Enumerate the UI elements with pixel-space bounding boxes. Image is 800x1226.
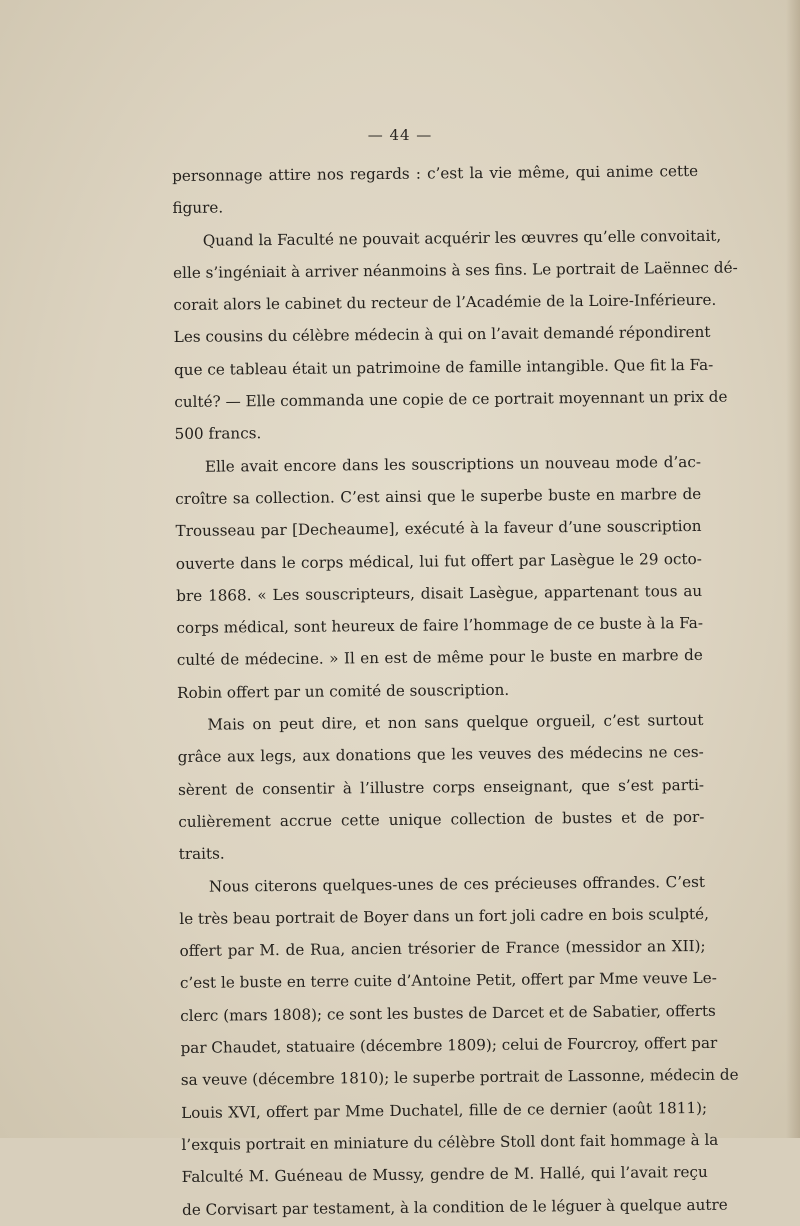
text-line: Trousseau par [Decheaume], exécuté à la faveur d’une souscription xyxy=(175,517,702,541)
text-line: Louis XVI, offert par Mme Duchatel, fille de ce dernier (août 1811); xyxy=(181,1098,708,1122)
text-line: Elle avait encore dans les souscriptions un nouveau mode d’ac- xyxy=(204,452,702,476)
text-line: corait alors le cabinet du recteur de l’Académie de la Loire-Inférieure. xyxy=(173,290,717,315)
text-line: culté de médecine. » Il en est de même pour le buste en marbre de xyxy=(176,646,703,670)
text-line: Falculté M. Guéneau de Mussy, gendre de M. Hallé, qui l’avait reçu xyxy=(181,1163,708,1187)
text-line: corps médical, sont heureux de faire l’hommage de ce buste à la Fa- xyxy=(176,614,704,638)
text-line: que ce tableau était un patrimoine de famille intangible. Que fit la Fa- xyxy=(173,355,714,379)
text-line: 500 francs. xyxy=(174,424,262,444)
text-line: Quand la Faculté ne pouvait acquérir les œuvres qu’elle convoitait, xyxy=(202,226,722,250)
text-line: Mais on peut dire, et non sans quelque orgueil, c’est surtout xyxy=(207,710,704,734)
text-line: Robin offert par un comité de souscription. xyxy=(177,680,510,702)
text-line: l’exquis portrait en miniature du célèbre Stoll dont fait hommage à la xyxy=(181,1130,719,1154)
text-line: sèrent de consentir à l’illustre corps enseignant, que s’est parti- xyxy=(177,775,705,799)
body-text xyxy=(172,155,739,1226)
text-line: bre 1868. « Les souscripteurs, disait Lasègue, appartenant tous au xyxy=(176,581,703,605)
text-line: croître sa collection. C’est ainsi que le superbe buste en marbre de xyxy=(175,484,702,508)
text-line: le très beau portrait de Boyer dans un fort joli cadre en bois sculpté, xyxy=(179,904,710,928)
text-line: offert par M. de Rua, ancien trésorier de France (messidor an XII); xyxy=(179,937,706,961)
text-line: traits. xyxy=(178,844,225,864)
text-line: figure. xyxy=(172,198,224,218)
text-line: Nous citerons quelques-unes de ces précieuses offrandes. C’est xyxy=(208,872,706,896)
text-line: clerc (mars 1808); ce sont les bustes de Darcet et de Sabatier, offerts xyxy=(180,1001,716,1025)
text-line: grâce aux legs, aux donations que les veuves des médecins ne ces- xyxy=(177,743,704,767)
text-line: sa veuve (décembre 1810); le superbe portrait de Lassonne, médecin de xyxy=(180,1065,739,1090)
text-line: ouverte dans le corps médical, lui fut offert par Lasègue le 29 octo- xyxy=(175,549,702,573)
text-line: culièrement accrue cette unique collection de bustes et de por- xyxy=(178,807,705,831)
text-line: c’est le buste en terre cuite d’Antoine Petit, offert par Mme veuve Le- xyxy=(179,969,717,993)
text-line: elle s’ingéniait à arriver néanmoins à ses fins. Le portrait de Laënnec dé- xyxy=(172,258,738,282)
page-number: — 44 — xyxy=(367,126,433,144)
text-line: de Corvisart par testament, à la condition de le léguer à quelque autre xyxy=(181,1195,728,1219)
text-line: Les cousins du célèbre médecin à qui on l’avait demandé répondirent xyxy=(173,323,711,347)
page-edge-shadow xyxy=(786,0,800,1138)
text-line: personnage attire nos regards : c’est la vie même, qui anime cette xyxy=(172,161,699,185)
text-line: culté? — Elle commanda une copie de ce portrait moyennant un prix de xyxy=(174,387,728,412)
text-line: par Chaudet, statuaire (décembre 1809); celui de Fourcroy, offert par xyxy=(180,1033,718,1057)
